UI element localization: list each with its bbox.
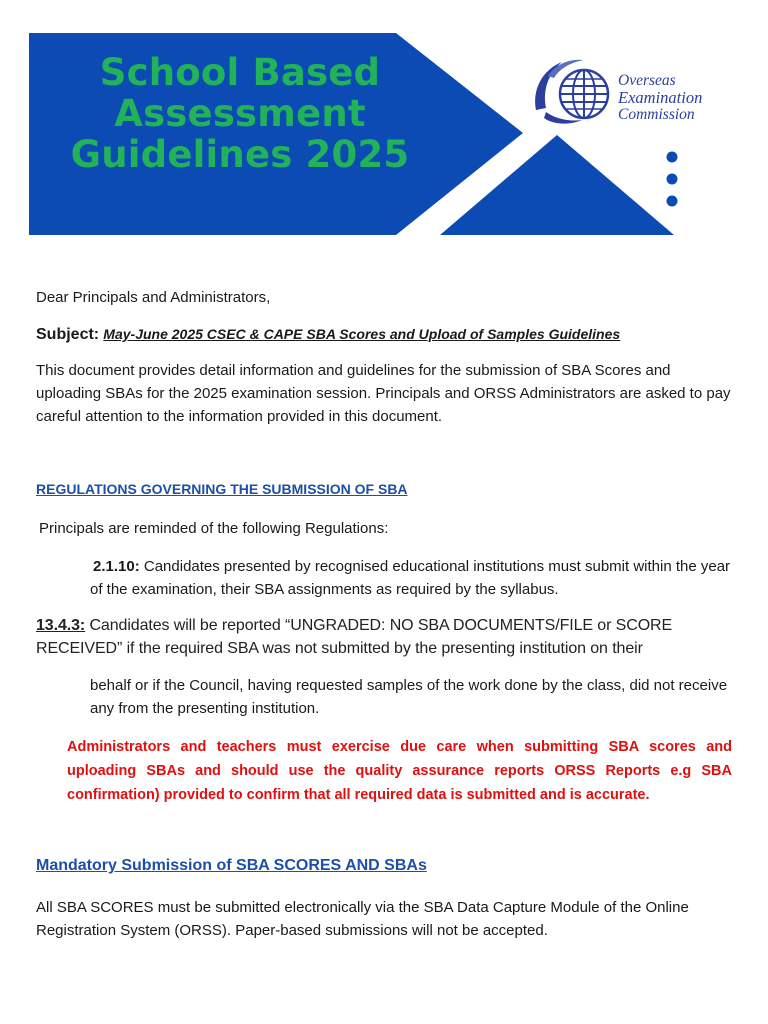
regulation-number: 2.1.10:: [93, 558, 140, 575]
logo-line: Examination: [618, 88, 703, 107]
regulation-text: Candidates presented by recognised educational institutions must submit within the year of the examination, their SBA assignments as required by the syllabus.: [90, 558, 731, 598]
logo-line: Overseas: [618, 72, 676, 89]
dot-icon: [667, 174, 678, 185]
regulations-reminder: Principals are reminded of the following Regulations:: [39, 520, 389, 537]
logo-line: Commission: [618, 106, 695, 123]
title-line: Guidelines 2025: [70, 133, 410, 176]
dot-icon: [667, 152, 678, 163]
mandatory-submission-heading[interactable]: Mandatory Submission of SBA SCORES AND SBAs: [36, 857, 427, 874]
title-line: School Based: [99, 51, 381, 94]
subject-label: Subject:: [36, 326, 100, 343]
regulation-13-4-3: [36, 614, 746, 660]
subject-value: May-June 2025 CSEC & CAPE SBA Scores and Upload of Samples Guidelines: [103, 326, 621, 342]
logo-wordmark: [618, 72, 702, 123]
title-line: Assessment: [114, 92, 366, 135]
dot-icon: [667, 196, 678, 207]
warning-notice: Administrators and teachers must exercise due care when submitting SBA scores and uploading SBAs and should use the quality assurance reports ORSS Reports e.g SBA confirmation) provided to confirm that all required data is submitted and is accurate.: [67, 739, 732, 803]
regulation-continued: behalf or if the Council, having requested samples of the work done by the class, did not receive any from the presenting institution.: [90, 677, 728, 717]
regulation-text: Candidates will be reported “UNGRADED: NO SBA DOCUMENTS/FILE or SCORE RECEIVED” if the required SBA was not submitted by the presenting institution on their: [36, 617, 673, 657]
regulation-number: 13.4.3:: [36, 617, 86, 634]
regulation-2-1-10: [90, 555, 740, 601]
subject-line: [36, 323, 620, 346]
document-title: [40, 52, 440, 175]
regulations-heading[interactable]: REGULATIONS GOVERNING THE SUBMISSION OF SBA: [36, 481, 408, 497]
intro-paragraph: This document provides detail information and guidelines for the submission of SBA Scores and uploading SBAs for the 2025 examination session. Principals and ORSS Administrators are asked to pay careful attention to the information provided in this document.: [36, 362, 731, 425]
mandatory-paragraph: All SBA SCORES must be submitted electronically via the SBA Data Capture Module of the Online Registration System (ORSS). Paper-based submissions will not be accepted.: [36, 899, 689, 939]
salutation: Dear Principals and Administrators,: [36, 289, 271, 306]
